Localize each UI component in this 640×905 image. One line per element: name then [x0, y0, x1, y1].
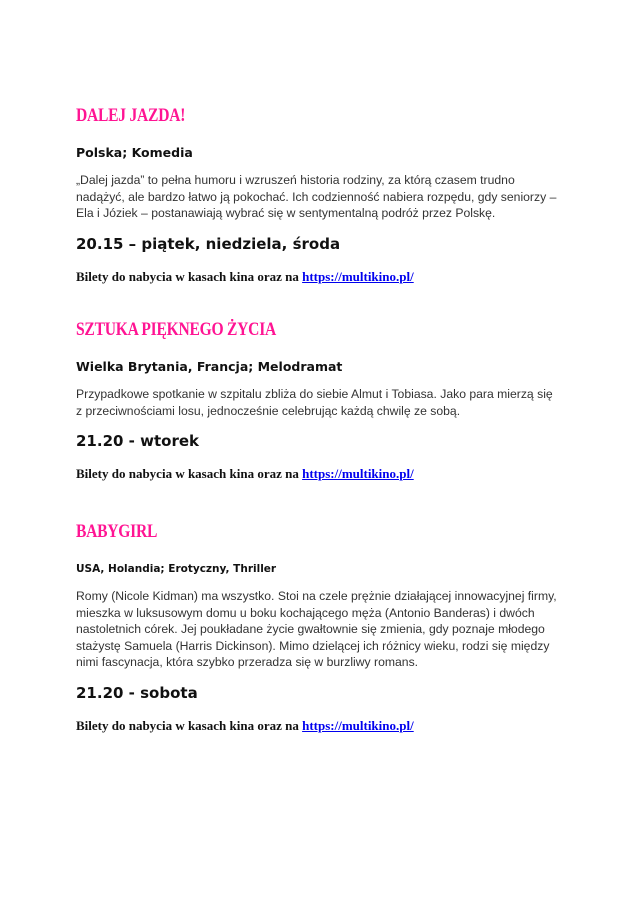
tickets-link[interactable]: https://multikino.pl/	[302, 717, 414, 733]
tickets-text: Bilety do nabycia w kasach kina oraz na	[76, 466, 299, 482]
movie-genre: Wielka Brytania, Francja; Melodramat	[76, 359, 343, 374]
movie-genre: USA, Holandia; Erotyczny, Thriller	[76, 563, 277, 575]
movie-section-sztuka-pieknego-zycia	[76, 318, 566, 483]
movie-title: SZTUKA PIĘKNEGO ŻYCIA	[76, 319, 277, 340]
movie-description: „Dalej jazda” to pełna humoru i wzruszeń historia rodziny, za którą czasem trudno nadążyć, ale bardzo łatwo ją pokochać. Ich codzienność nabiera rozpędu, gdy seniorzy – Ela i Józiek – postanawiają wybrać się w sentymentalną podróż przez Polskę.	[76, 173, 557, 221]
tickets-info	[76, 268, 566, 286]
tickets-text: Bilety do nabycia w kasach kina oraz na	[76, 268, 299, 284]
movie-title: DALEJ JAZDA!	[76, 105, 186, 126]
movie-section-dalej-jazda	[76, 104, 566, 286]
movie-title: BABYGIRL	[76, 521, 158, 542]
movie-showtime: 20.15 – piątek, niedziela, środa	[76, 234, 341, 253]
tickets-info	[76, 465, 566, 483]
movie-showtime: 21.20 - wtorek	[76, 432, 199, 451]
movie-description: Przypadkowe spotkanie w szpitalu zbliża do siebie Almut i Tobiasa. Jako para mierzą się z przeciwnościami losu, jednocześnie celebrując każdą chwilę ze sobą.	[76, 387, 553, 418]
tickets-link[interactable]: https://multikino.pl/	[302, 466, 414, 482]
tickets-link[interactable]: https://multikino.pl/	[302, 268, 414, 284]
tickets-text: Bilety do nabycia w kasach kina oraz na	[76, 717, 299, 733]
tickets-info	[76, 717, 566, 735]
movie-showtime: 21.20 - sobota	[76, 683, 198, 702]
movie-section-babygirl	[76, 520, 566, 735]
movie-description: Romy (Nicole Kidman) ma wszystko. Stoi na czele prężnie działającej innowacyjnej firmy, mieszka w luksusowym domu u boku kochającego męża (Antonio Banderas) i dwóch nastoletnich córek. Jej poukładane życie gwałtownie się zmienia, gdy poznaje młodego stażystę Samuela (Harris Dickinson). Mimo dzielącej ich różnicy wieku, rodzi się między nimi fascynacja, która szybko przeradza się w burzliwy romans.	[76, 589, 557, 670]
movie-genre: Polska; Komedia	[76, 145, 193, 160]
